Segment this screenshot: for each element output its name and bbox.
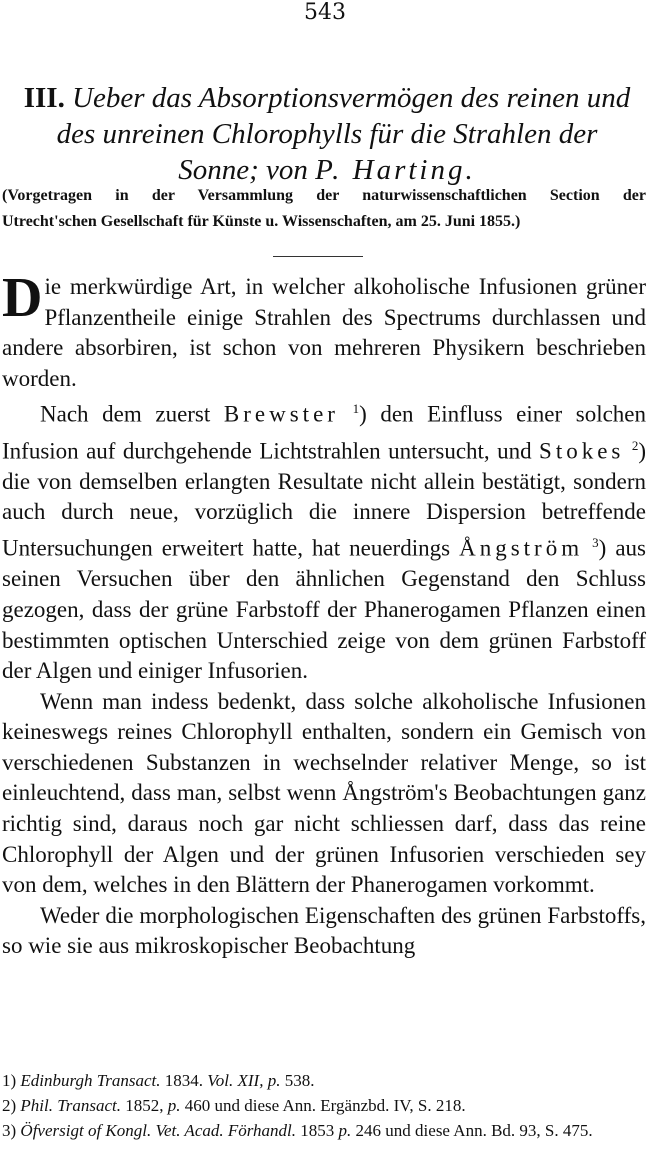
article-title	[14, 80, 640, 188]
footnote-ref: Vol. XII, p.	[207, 1071, 281, 1090]
article-body	[2, 267, 647, 962]
author-angstrom: Ångström	[459, 535, 584, 561]
footnote-ref-1: 1	[352, 401, 360, 417]
footnote-number: 3)	[2, 1121, 17, 1140]
footnote-ref: p.	[338, 1121, 352, 1140]
footnote-number: 2)	[2, 1096, 17, 1115]
paragraph-4: Weder die morphologischen Eigenschaften des grünen Farbstoffs, so wie sie aus mikroskopischer Beobachtung	[2, 902, 646, 959]
footnote-source: Öfversigt of Kongl. Vet. Acad. Förhandl.	[20, 1121, 297, 1140]
footnote-rest: 246 und diese Ann. Bd. 93, S. 475.	[355, 1121, 593, 1140]
author-stokes: Stokes	[539, 438, 625, 464]
note-line-2: Utrecht'schen Gesellschaft für Künste u. Wissenschaften, am 25. Juni 1855.)	[2, 213, 521, 230]
author-brewster: Brewster	[223, 402, 339, 428]
title-text: Ueber das Absorptionsvermögen des reinen und des unreinen Chlorophylls für die Strahlen der Sonne;	[56, 82, 631, 186]
footnote-source: Phil. Transact.	[20, 1096, 122, 1115]
paragraph-2	[2, 394, 646, 686]
footnote-ref-2: 2	[631, 437, 639, 453]
paragraph-1	[2, 267, 646, 394]
footnote-1	[2, 1068, 646, 1093]
footnotes	[2, 1068, 646, 1143]
footnote-number: 1)	[2, 1071, 17, 1090]
paragraph-2-text-a: Nach dem zuerst	[40, 402, 211, 428]
footnote-ref-3: 3	[592, 535, 599, 551]
footnote-year: 1834.	[164, 1071, 204, 1090]
footnote-year: 1853	[300, 1121, 335, 1140]
title-author: P. Harting.	[315, 154, 476, 186]
footnote-year: 1852,	[125, 1096, 164, 1115]
footnote-3	[2, 1118, 646, 1143]
paragraph-1-text: ie merkwürdige Art, in welcher alkoholische Infusionen grüner Pflanzentheile einige Strahlen des Spectrums durchlassen und andere absorbiren, ist schon von mehreren Physikern beschrieben worden.	[2, 274, 646, 391]
footnote-source: Edinburgh Transact.	[20, 1071, 161, 1090]
presentation-note	[2, 183, 646, 235]
footnote-rest: 460 und diese Ann. Ergänzbd. IV, S. 218.	[184, 1096, 466, 1115]
note-line-1: (Vorgetragen in der Versammlung der naturwissenschaftlichen Section der	[2, 187, 646, 204]
page-number: 543	[304, 0, 346, 25]
paragraph-2-text-b: ) den Einfluss einer solchen Infusion auf durchgehende Lichtstrahlen untersucht, und	[2, 402, 647, 464]
paragraph-2-text-d: ) aus seinen Versuchen über den ähnlichen Gegenstand den Schluss gezogen, dass der grüne Farbstoff der Phanerogamen Pflanzen einen bestimmten optischen Unterschied zeige von dem grünen Farbstoff der Algen und einiger Infusorien.	[2, 535, 647, 684]
footnote-2	[2, 1093, 646, 1118]
paragraph-2-text-c: ) die von demselben erlangten Resultate nicht allein bestätigt, sondern auch durch neue, vorzüglich die innere Dispersion betreffende Untersuchungen erweitert hatte, hat neuerdings	[2, 438, 646, 561]
drop-cap: D	[2, 267, 43, 329]
footnote-ref: p.	[167, 1096, 181, 1115]
title-von: von	[266, 154, 308, 186]
footnote-rest: 538.	[284, 1071, 315, 1090]
paragraph-3: Wenn man indess bedenkt, dass solche alkoholische Infusionen keineswegs reines Chlorophyll enthalten, sondern ein Gemisch von verschiedenen Substanzen in wechselnder relativer Menge, so ist einleuchtend, dass man, selbst wenn Ångström's Beobachtungen ganz richtig sind, daraus noch gar nicht schliessen darf, dass das reine Chlorophyll der Algen und der grünen Infusorien verschieden sey von dem, welches in den Blättern der Phanerogamen vorkommt.	[2, 688, 646, 898]
title-number: III.	[23, 82, 65, 114]
title-divider	[273, 256, 363, 257]
